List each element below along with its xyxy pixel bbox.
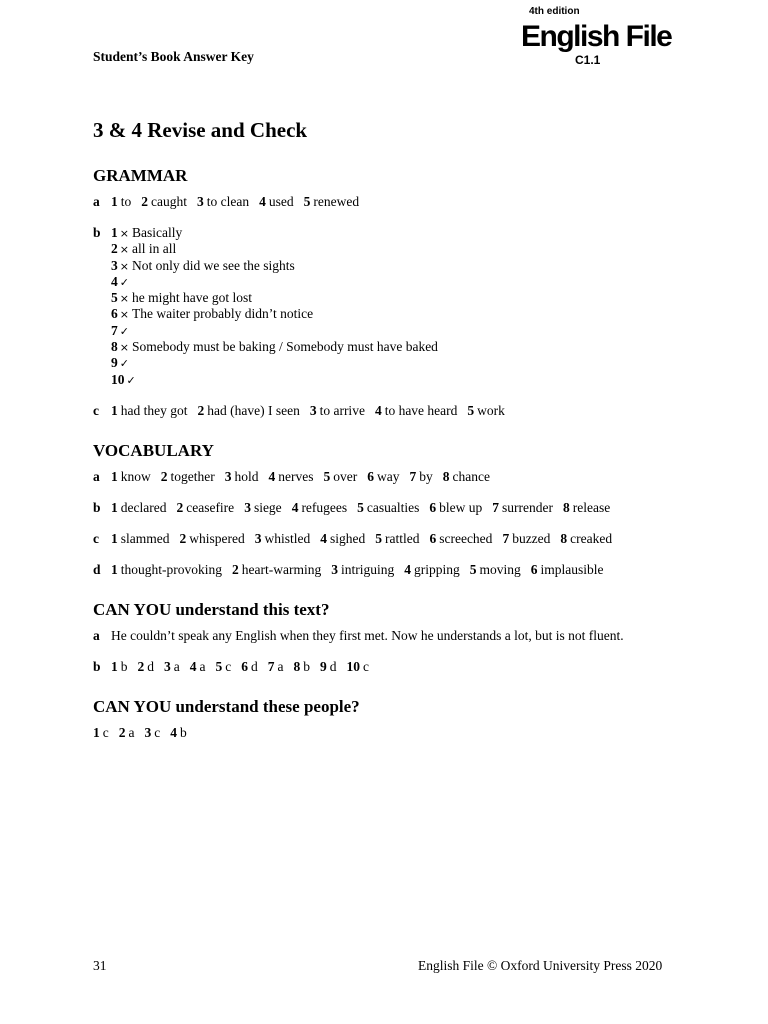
answer-item xyxy=(111,659,128,674)
answer-number: 4 xyxy=(291,499,299,515)
answer-number: 2 xyxy=(118,724,126,740)
answer-list xyxy=(111,531,693,547)
header-title: Student’s Book Answer Key xyxy=(93,49,254,64)
answer-text: to xyxy=(120,194,132,209)
answer-text: gripping xyxy=(413,561,460,577)
grammar-b xyxy=(93,225,693,388)
answer-text: together xyxy=(170,468,215,484)
answer-text: chance xyxy=(452,468,490,484)
answer-item xyxy=(111,355,693,371)
answer-number: 2 xyxy=(160,468,168,484)
answer-text: a xyxy=(199,658,206,674)
answer-number: 9 xyxy=(320,658,327,674)
answer-item xyxy=(241,659,258,674)
answer-text: thought-provoking xyxy=(120,561,222,577)
answer-item xyxy=(111,323,693,339)
answer-text: by xyxy=(419,468,433,484)
answer-text: a xyxy=(277,658,284,674)
answer-text: renewed xyxy=(313,194,360,209)
answer-number: 2 xyxy=(197,402,205,418)
answer-item xyxy=(304,194,359,209)
answer-item xyxy=(404,562,460,577)
answer-number: 2 xyxy=(141,194,149,209)
answer-list xyxy=(111,562,693,578)
answer-number: 10 xyxy=(346,658,360,674)
answer-number: 1 xyxy=(111,658,118,674)
answer-item xyxy=(563,500,610,515)
answer-item xyxy=(357,500,419,515)
page-title: 3 & 4 Revise and Check xyxy=(93,118,308,142)
answer-item xyxy=(161,469,215,484)
cross-mark-icon: × xyxy=(119,259,129,273)
answer-text: a xyxy=(128,724,135,740)
answer-text: b xyxy=(180,724,187,740)
answer-item xyxy=(111,531,170,546)
answer-number: 3 xyxy=(254,530,262,546)
answer-number: 5 xyxy=(357,499,364,515)
answer-item xyxy=(111,274,693,290)
answer-number: 3 xyxy=(224,468,232,484)
answer-list xyxy=(111,500,693,516)
cross-mark-icon: × xyxy=(119,243,129,257)
answer-list xyxy=(93,725,693,741)
vocabulary-c xyxy=(93,531,693,547)
answer-text: d xyxy=(329,658,337,674)
reading-heading: CAN YOU understand this text? xyxy=(93,599,330,619)
answer-text: hold xyxy=(234,468,259,484)
answer-number: 4 xyxy=(170,724,177,740)
answer-number: 1 xyxy=(111,468,118,484)
answer-item xyxy=(320,659,337,674)
answer-item xyxy=(111,225,693,241)
answer-text: c xyxy=(225,658,232,674)
answer-item xyxy=(268,659,284,674)
answer-number: 4 xyxy=(404,561,411,577)
answer-text: d xyxy=(147,658,154,674)
answer-number: 4 xyxy=(320,530,327,546)
answer-item xyxy=(409,469,432,484)
answer-text: c xyxy=(102,724,109,740)
answer-text: whistled xyxy=(264,530,311,546)
answer-text: to have heard xyxy=(384,402,458,418)
answer-text: He couldn’t speak any English when they first met. Now he understands a lot, but is not fluent. xyxy=(111,627,624,643)
answer-text: The waiter probably didn’t notice xyxy=(131,306,314,322)
answer-number: 7 xyxy=(409,468,417,484)
answer-text: caught xyxy=(151,194,188,209)
answer-text: b xyxy=(120,658,128,674)
answer-number: 8 xyxy=(442,468,450,484)
answer-text: nerves xyxy=(278,468,314,484)
answer-text: rattled xyxy=(384,530,420,546)
answer-number: 1 xyxy=(111,561,118,577)
answer-number: 4 xyxy=(189,658,197,674)
answer-number: 8 xyxy=(563,499,570,515)
answer-number: 2 xyxy=(179,530,187,546)
answer-item xyxy=(443,469,490,484)
answer-text: refugees xyxy=(301,499,348,515)
answer-number: 6 xyxy=(429,499,437,515)
logo-edition: 4th edition xyxy=(529,6,580,17)
answer-item xyxy=(119,725,135,740)
answer-text: had (have) I seen xyxy=(207,402,300,418)
check-mark-icon: ✓ xyxy=(119,324,129,338)
answer-item xyxy=(197,194,249,209)
answer-text: Not only did we see the sights xyxy=(131,257,295,273)
answer-number: 3 xyxy=(111,257,118,273)
answer-item xyxy=(111,562,222,577)
answer-text: Basically xyxy=(131,225,183,240)
answer-number: 10 xyxy=(111,371,125,387)
answer-item xyxy=(470,562,521,577)
exercise-label: a xyxy=(93,468,100,484)
answer-item xyxy=(138,659,155,674)
check-mark-icon: ✓ xyxy=(126,373,136,387)
answer-number: 8 xyxy=(293,658,301,674)
answer-item xyxy=(492,500,553,515)
answer-number: 2 xyxy=(137,658,145,674)
exercise-label: b xyxy=(93,225,101,240)
answer-text: intriguing xyxy=(340,561,395,577)
answer-key-content xyxy=(93,116,693,756)
answer-text: c xyxy=(363,658,369,674)
answer-number: 8 xyxy=(111,339,118,355)
answer-text: heart-warming xyxy=(241,561,322,577)
answer-text: used xyxy=(268,194,294,209)
answer-number: 6 xyxy=(241,658,248,674)
answer-item xyxy=(176,500,234,515)
answer-text: way xyxy=(376,468,400,484)
answer-number: 1 xyxy=(111,530,118,546)
answer-list xyxy=(111,469,693,485)
english-file-logo xyxy=(521,6,681,70)
answer-item xyxy=(531,562,604,577)
answer-number: 4 xyxy=(111,273,118,289)
answer-item xyxy=(111,403,188,418)
answer-text: Somebody must be baking / Somebody must have baked xyxy=(131,339,438,355)
answer-number: 3 xyxy=(309,402,317,418)
answer-number: 1 xyxy=(111,499,118,515)
listening-heading: CAN YOU understand these people? xyxy=(93,696,360,716)
answer-number: 3 xyxy=(244,499,251,515)
copyright: English File © Oxford University Press 2020 xyxy=(418,958,663,973)
answer-item xyxy=(375,403,457,418)
answer-item xyxy=(198,403,300,418)
answer-item xyxy=(331,562,394,577)
vocabulary-b xyxy=(93,500,693,516)
answer-number: 6 xyxy=(429,530,437,546)
answer-text: casualties xyxy=(366,499,420,515)
answer-item xyxy=(216,659,232,674)
exercise-label: d xyxy=(93,561,101,577)
answer-text: a xyxy=(173,658,180,674)
cross-mark-icon: × xyxy=(119,227,129,240)
answer-number: 4 xyxy=(268,468,276,484)
answer-item xyxy=(310,403,365,418)
answer-item xyxy=(141,194,187,209)
answer-item xyxy=(225,469,259,484)
answer-list xyxy=(111,194,693,210)
answer-item xyxy=(294,659,311,674)
answer-number: 7 xyxy=(502,530,510,546)
answer-number: 6 xyxy=(111,306,118,322)
answer-number: 7 xyxy=(267,658,275,674)
answer-item xyxy=(255,531,311,546)
answer-number: 2 xyxy=(176,499,184,515)
cross-mark-icon: × xyxy=(119,341,129,355)
logo-title: English File xyxy=(521,20,672,53)
answer-text: over xyxy=(333,468,358,484)
answer-item xyxy=(111,339,693,355)
answer-item xyxy=(145,725,161,740)
answer-item xyxy=(170,725,187,740)
exercise-label: b xyxy=(93,499,101,515)
answer-item xyxy=(164,659,180,674)
answer-item xyxy=(502,531,550,546)
answer-text: declared xyxy=(120,499,167,515)
answer-text: all in all xyxy=(131,241,177,257)
answer-number: 1 xyxy=(93,724,100,740)
reading-b xyxy=(93,659,693,675)
answer-number: 5 xyxy=(375,530,382,546)
answer-item xyxy=(111,500,166,515)
answer-number: 2 xyxy=(111,241,118,257)
answer-item xyxy=(375,531,419,546)
grammar-c xyxy=(93,403,693,419)
answer-item xyxy=(111,290,693,306)
vocabulary-a xyxy=(93,469,693,485)
check-mark-icon: ✓ xyxy=(119,357,129,371)
answer-text: whispered xyxy=(189,530,245,546)
answer-item xyxy=(244,500,282,515)
answer-item xyxy=(111,306,693,322)
answer-item xyxy=(347,659,370,674)
answer-text: sighed xyxy=(329,530,366,546)
exercise-label: a xyxy=(93,627,100,643)
answer-number: 6 xyxy=(530,561,538,577)
answer-number: 9 xyxy=(111,355,118,371)
answer-number: 3 xyxy=(331,561,338,577)
answer-text: had they got xyxy=(120,402,188,418)
answer-list xyxy=(111,403,693,419)
answer-item xyxy=(190,659,206,674)
answer-item xyxy=(111,194,131,209)
exercise-label: c xyxy=(93,530,99,546)
answer-item xyxy=(111,241,693,257)
answer-text: ceasefire xyxy=(186,499,235,515)
answer-text: c xyxy=(154,724,161,740)
vocabulary-heading: VOCABULARY xyxy=(93,440,214,460)
answer-text: d xyxy=(251,658,258,674)
answer-item xyxy=(429,500,482,515)
answer-number: 5 xyxy=(303,194,311,209)
answer-item xyxy=(232,562,321,577)
answer-number: 5 xyxy=(215,658,223,674)
answer-item xyxy=(292,500,347,515)
answer-number: 1 xyxy=(111,225,118,240)
logo-level: C1.1 xyxy=(575,53,601,67)
answer-item xyxy=(560,531,612,546)
answer-text: work xyxy=(477,402,505,418)
answer-item xyxy=(323,469,357,484)
answer-text: buzzed xyxy=(512,530,551,546)
answer-text: to arrive xyxy=(319,402,365,418)
page-number: 31 xyxy=(93,958,107,973)
check-mark-icon: ✓ xyxy=(119,275,129,289)
answer-number: 7 xyxy=(492,499,500,515)
answer-text: implausible xyxy=(540,561,604,577)
answer-number: 5 xyxy=(467,402,475,418)
answer-text: creaked xyxy=(570,530,613,546)
answer-item xyxy=(429,531,492,546)
answer-text: release xyxy=(572,499,611,515)
answer-text: he might have got lost xyxy=(131,290,252,306)
answer-item xyxy=(467,403,505,418)
exercise-label: c xyxy=(93,402,99,418)
answer-number: 3 xyxy=(197,194,204,209)
answer-item xyxy=(111,258,693,274)
reading-a xyxy=(93,628,693,644)
answer-item xyxy=(111,469,151,484)
cross-mark-icon: × xyxy=(119,308,129,322)
answer-item xyxy=(259,194,294,209)
vocabulary-d xyxy=(93,562,693,578)
answer-number: 5 xyxy=(469,561,477,577)
answer-item xyxy=(111,372,693,388)
answer-number: 1 xyxy=(111,194,118,209)
answer-text: siege xyxy=(253,499,282,515)
answer-number: 5 xyxy=(323,468,331,484)
answer-text: blew up xyxy=(439,499,483,515)
answer-text: slammed xyxy=(120,530,170,546)
answer-text: know xyxy=(120,468,151,484)
listening-answers xyxy=(93,725,693,741)
answer-text: moving xyxy=(479,561,521,577)
answer-item xyxy=(93,725,109,740)
answer-number: 1 xyxy=(111,402,118,418)
answer-item xyxy=(320,531,365,546)
answer-number: 4 xyxy=(374,402,382,418)
grammar-heading: GRAMMAR xyxy=(93,166,188,185)
answer-text: to clean xyxy=(206,194,250,209)
answer-item xyxy=(367,469,399,484)
answer-number: 6 xyxy=(367,468,374,484)
answer-number: 8 xyxy=(560,530,568,546)
answer-item xyxy=(180,531,245,546)
answer-number: 3 xyxy=(144,724,152,740)
answer-item xyxy=(269,469,314,484)
answer-number: 3 xyxy=(164,658,171,674)
grammar-a xyxy=(93,194,693,210)
answer-number: 5 xyxy=(111,290,118,306)
answer-text: b xyxy=(303,658,310,674)
answer-list xyxy=(111,659,693,675)
answer-list-vertical xyxy=(111,225,693,388)
answer-number: 4 xyxy=(259,194,266,209)
answer-text: screeched xyxy=(439,530,493,546)
answer-text: surrender xyxy=(502,499,554,515)
cross-mark-icon: × xyxy=(119,292,129,306)
exercise-label: a xyxy=(93,194,100,209)
exercise-label: b xyxy=(93,658,101,674)
answer-number: 7 xyxy=(111,322,118,338)
answer-number: 2 xyxy=(232,561,239,577)
